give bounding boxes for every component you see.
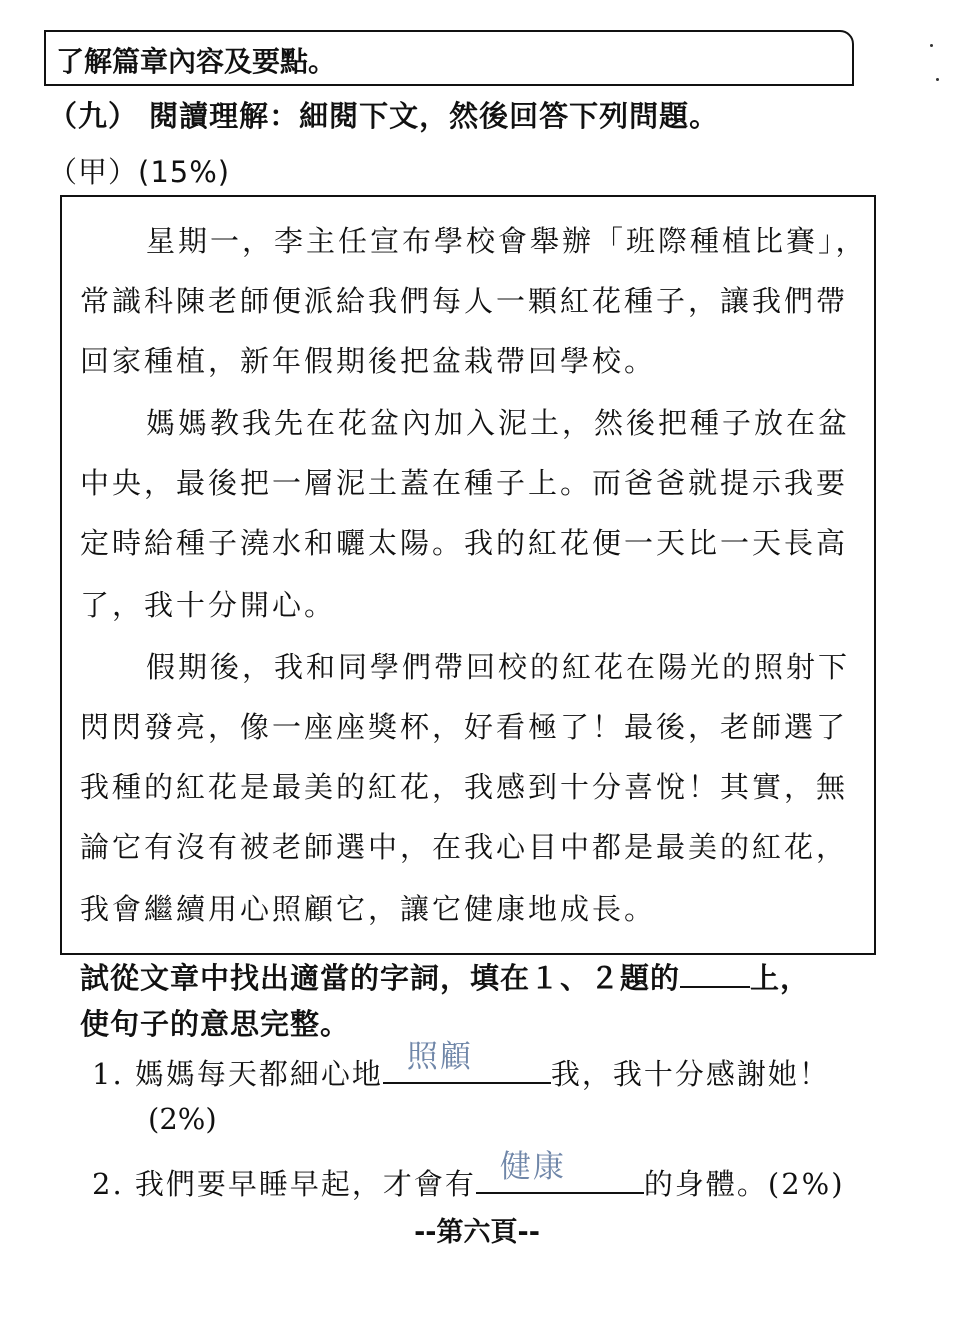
passage-box [60,195,876,955]
question-text: 2. 我們要早睡早起，才會有 [92,1167,476,1201]
passage-line: 我會繼續用心照顧它，讓它健康地成長。 [80,892,657,926]
instruction-text: 試從文章中找出適當的字詞，填在１、２題的 [80,961,681,995]
instruction-line-1 [80,956,810,997]
handwritten-answer: 照顧 [406,1039,473,1075]
instruction-blank-example [680,960,750,988]
passage-line: 中央，最後把一層泥土蓋在種子上。而爸爸就提示我要 [80,466,849,500]
scan-speck [936,78,939,81]
scan-speck [930,44,933,47]
passage-line: 星期一，李主任宣布學校會舉辦「班際種植比賽」， [146,224,868,258]
question-2 [92,1149,845,1203]
part-heading: （甲）(15%) [48,155,231,189]
passage-line: 常識科陳老師便派給我們每人一顆紅花種子，讓我們帶 [80,284,849,318]
passage-line: 閃閃發亮，像一座座獎杯，好看極了！最後，老師選了 [80,710,849,744]
answer-field[interactable] [383,1039,551,1084]
question-text: 1. 媽媽每天都細心地 [92,1057,383,1091]
passage-line: 論它有沒有被老師選中，在我心目中都是最美的紅花， [80,830,849,864]
passage-line: 回家種植，新年假期後把盆栽帶回學校。 [80,344,657,378]
answer-field[interactable] [476,1149,644,1194]
topic-box [44,30,854,86]
section-heading: （九） 閱讀理解：細閱下文，然後回答下列問題。 [48,99,720,133]
question-text: 的身體。(2%) [643,1167,845,1201]
question-marks: (2%) [148,1102,217,1136]
topic-text: 了解篇章內容及要點。 [56,45,337,78]
passage-line: 媽媽教我先在花盆內加入泥土，然後把種子放在盆 [146,406,851,440]
handwritten-answer: 健康 [499,1149,566,1185]
passage-line: 我種的紅花是最美的紅花，我感到十分喜悅！其實，無 [80,770,849,804]
passage-line: 假期後，我和同學們帶回校的紅花在陽光的照射下 [146,650,851,684]
page-number: --第六頁-- [414,1217,540,1248]
passage-line: 定時給種子澆水和曬太陽。我的紅花便一天比一天長高 [80,526,849,560]
question-text: 我，我十分感謝她！ [550,1057,830,1091]
question-1 [92,1039,830,1093]
passage-line: 了，我十分開心。 [80,588,337,622]
instruction-line-2: 使句子的意思完整。 [80,1007,351,1041]
instruction-text: 上， [750,961,811,995]
